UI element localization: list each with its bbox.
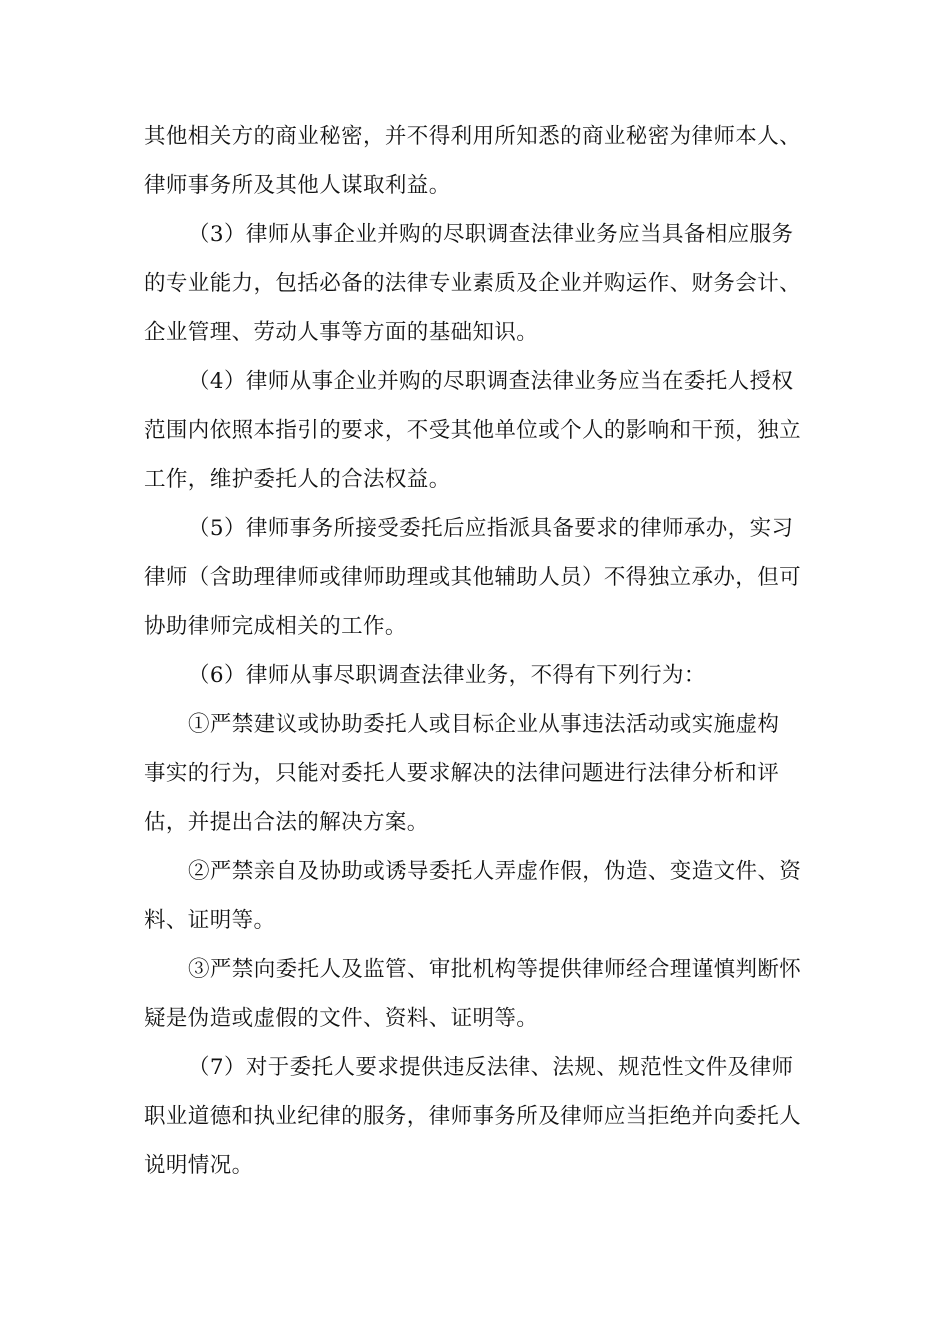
text-line: 其他相关方的商业秘密，并不得利用所知悉的商业秘密为律师本人、 — [144, 124, 802, 149]
text-line: 料、证明等。 — [144, 908, 276, 933]
text-line: ③严禁向委托人及监管、审批机构等提供律师经合理谨慎判断怀 — [188, 957, 802, 982]
text-line: 企业管理、劳动人事等方面的基础知识。 — [144, 320, 539, 345]
paragraph-item-3 — [144, 210, 808, 357]
text-line: （7）对于委托人要求提供违反法律、法规、规范性文件及律师 — [188, 1055, 794, 1080]
text-line: 律师事务所及其他人谋取利益。 — [144, 173, 451, 198]
paragraph-confidentiality-continuation — [144, 112, 808, 210]
paragraph-item-5 — [144, 504, 808, 651]
text-line: 工作，维护委托人的合法权益。 — [144, 467, 451, 492]
text-line: ②严禁亲自及协助或诱导委托人弄虚作假，伪造、变造文件、资 — [188, 859, 802, 884]
text-line: 的专业能力，包括必备的法律专业素质及企业并购运作、财务会计、 — [144, 271, 802, 296]
paragraph-item-6-sub-1 — [144, 700, 808, 847]
text-line: 估，并提出合法的解决方案。 — [144, 810, 429, 835]
text-line: 疑是伪造或虚假的文件、资料、证明等。 — [144, 1006, 539, 1031]
text-line: 说明情况。 — [144, 1153, 254, 1178]
text-line: 范围内依照本指引的要求，不受其他单位或个人的影响和干预，独立 — [144, 418, 802, 443]
paragraph-item-6 — [144, 651, 808, 700]
text-line: ①严禁建议或协助委托人或目标企业从事违法活动或实施虚构 — [188, 712, 780, 737]
paragraph-item-6-sub-3 — [144, 945, 808, 1043]
paragraph-item-6-sub-2 — [144, 847, 808, 945]
text-line: 职业道德和执业纪律的服务，律师事务所及律师应当拒绝并向委托人 — [144, 1104, 802, 1129]
text-line: （3）律师从事企业并购的尽职调查法律业务应当具备相应服务 — [188, 222, 794, 247]
paragraph-item-7 — [144, 1043, 808, 1190]
text-line: 协助律师完成相关的工作。 — [144, 614, 407, 639]
text-line: （6）律师从事尽职调查法律业务，不得有下列行为： — [188, 663, 706, 688]
paragraph-item-4 — [144, 357, 808, 504]
text-line: 事实的行为，只能对委托人要求解决的法律问题进行法律分析和评 — [144, 761, 780, 786]
text-line: （4）律师从事企业并购的尽职调查法律业务应当在委托人授权 — [188, 369, 794, 394]
text-line: 律师（含助理律师或律师助理或其他辅助人员）不得独立承办，但可 — [144, 565, 802, 590]
text-line: （5）律师事务所接受委托后应指派具备要求的律师承办，实习 — [188, 516, 794, 541]
document-body — [144, 112, 808, 1190]
